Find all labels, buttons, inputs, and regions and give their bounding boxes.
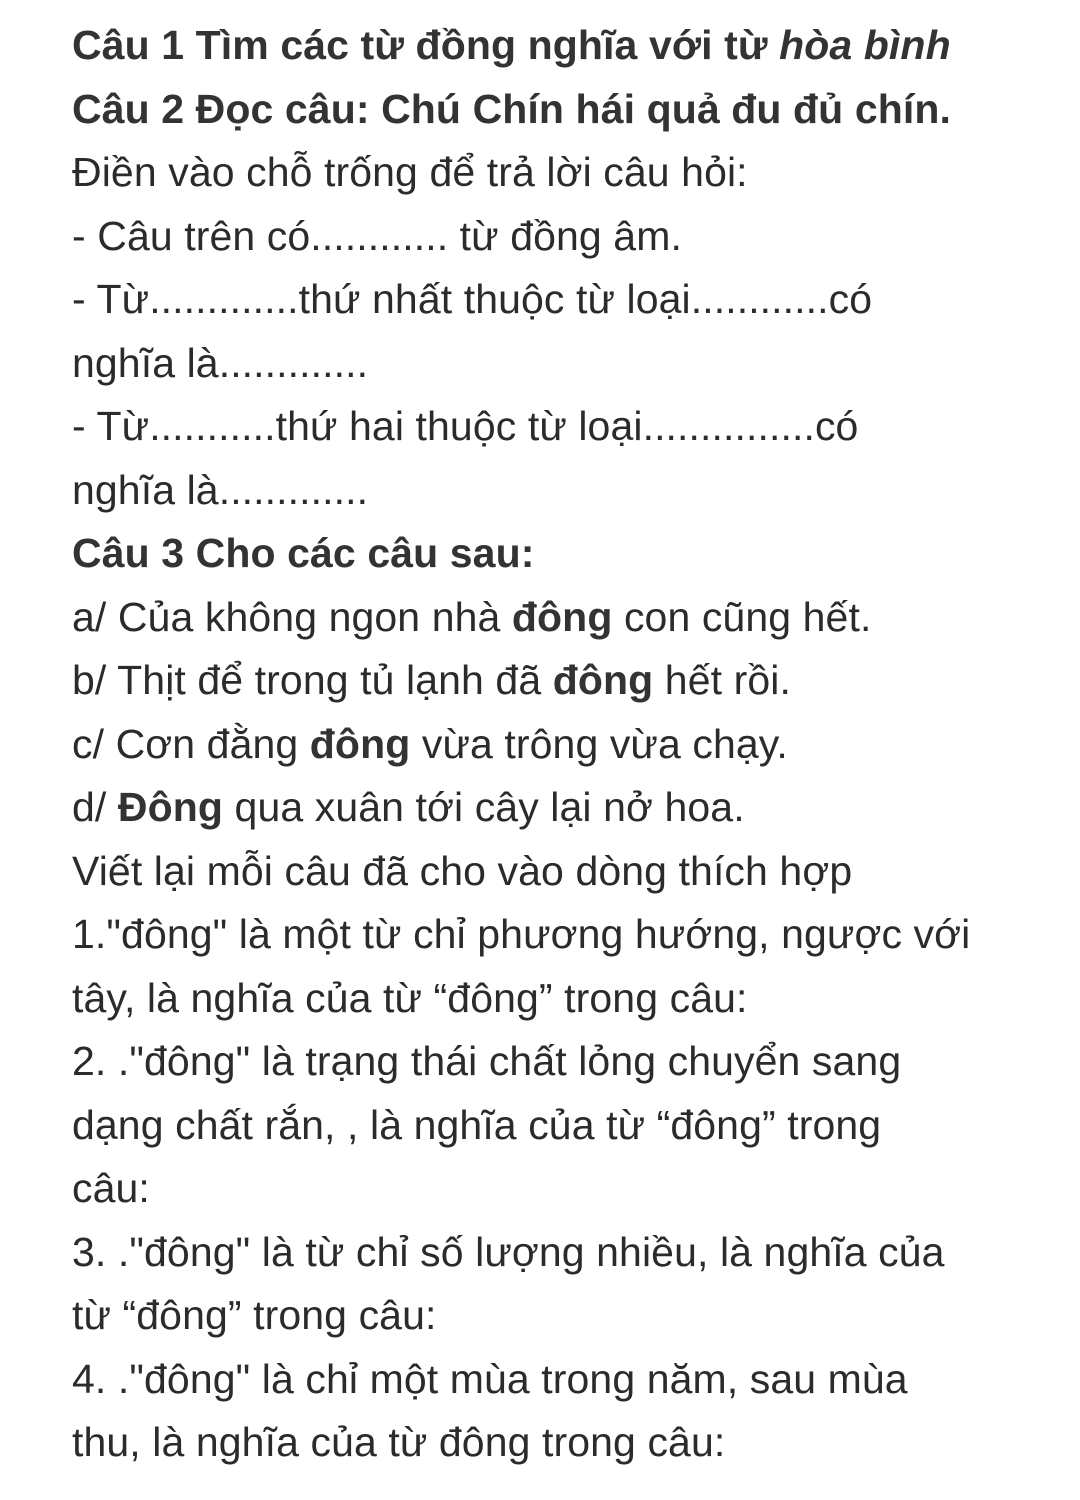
sentence-a-pre: a/ Của không ngon nhà — [72, 593, 512, 640]
sentence-a-keyword: đông — [511, 593, 613, 640]
item-1-line-2: tây, là nghĩa của từ “đông” trong câu: — [72, 974, 748, 1021]
question-2-blank-line-2b: nghĩa là............. — [72, 339, 369, 386]
sentence-c — [72, 713, 1040, 777]
question-3-heading: Câu 3 Cho các câu sau: — [72, 530, 535, 576]
question-2-blank-line-3a: - Từ...........thứ hai thuộc từ loại...............có — [72, 403, 859, 449]
sentence-d-keyword: Đông — [117, 784, 224, 830]
item-3-line-1: 3. ."đông" là từ chỉ số lượng nhiều, là nghĩa của — [72, 1228, 945, 1275]
question-1-italic-term: hòa bình — [779, 22, 951, 68]
question-1-heading — [72, 14, 1040, 78]
item-4-line-2: thu, là nghĩa của từ đông trong câu: — [72, 1419, 726, 1465]
sentence-d-post: qua xuân tới cây lại nở hoa. — [223, 784, 745, 830]
question-1-text: Câu 1 Tìm các từ đồng nghĩa với từ — [72, 22, 780, 68]
item-1-line-1: 1."đông" là một từ chỉ phương hướng, ngược với — [72, 911, 971, 957]
item-4-line-1: 4. ."đông" là chỉ một mùa trong năm, sau mùa — [72, 1355, 908, 1402]
item-2-line-3: câu: — [72, 1165, 150, 1211]
item-2-line-1: 2. ."đông" là trạng thái chất lỏng chuyển sang — [72, 1038, 902, 1084]
item-3-line-2: từ “đông” trong câu: — [72, 1292, 437, 1338]
question-2-blank-line-3b: nghĩa là............. — [72, 466, 369, 513]
question-2-instruction: Điền vào chỗ trống để trả lời câu hỏi: — [72, 149, 748, 195]
item-2-line-2: dạng chất rắn, , là nghĩa của từ “đông” trong — [72, 1101, 882, 1148]
question-3-instruction: Viết lại mỗi câu đã cho vào dòng thích hợp — [72, 847, 853, 894]
sentence-b-keyword: đông — [552, 657, 654, 703]
sentence-c-pre: c/ Cơn đằng — [72, 720, 310, 767]
sentence-c-keyword: đông — [309, 720, 411, 767]
question-2-heading: Câu 2 Đọc câu: Chú Chín hái quả đu đủ chín. — [72, 85, 951, 132]
sentence-b-post: hết rồi. — [653, 657, 791, 703]
sentence-b — [72, 649, 1040, 713]
sentence-a — [72, 586, 1040, 650]
question-2-blank-line-1: - Câu trên có............ từ đồng âm. — [72, 212, 682, 259]
question-2-blank-line-2a: - Từ.............thứ nhất thuộc từ loại............có — [72, 276, 873, 322]
sentence-c-post: vừa trông vừa chạy. — [410, 720, 788, 767]
sentence-d — [72, 776, 1040, 840]
sentence-b-pre: b/ Thịt để trong tủ lạnh đã — [72, 657, 553, 703]
sentence-d-pre: d/ — [72, 784, 118, 830]
sentence-a-post: con cũng hết. — [612, 593, 872, 640]
